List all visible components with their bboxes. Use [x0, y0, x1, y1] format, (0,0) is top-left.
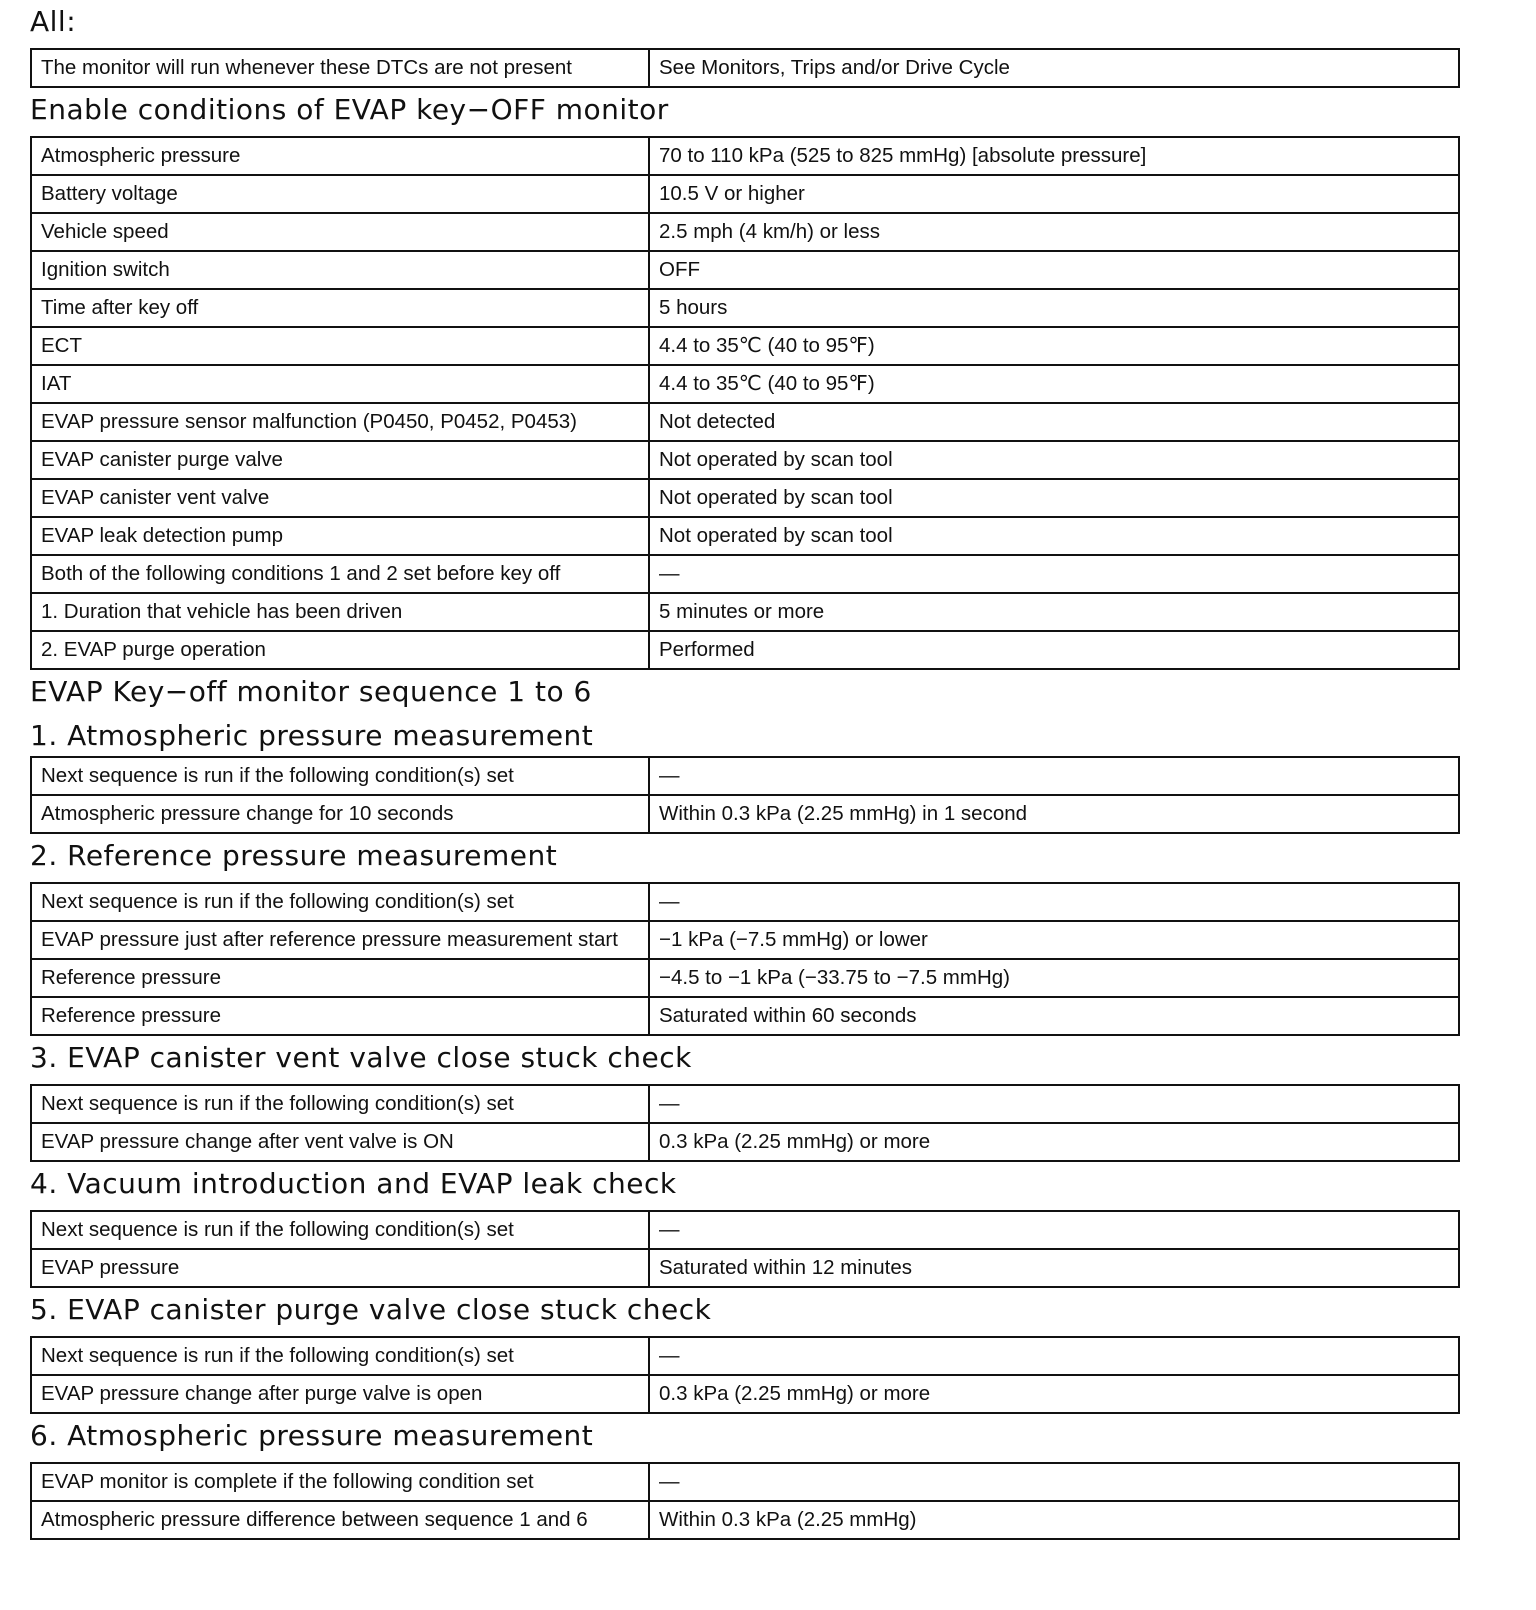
table-row — [31, 479, 1459, 517]
table-row — [31, 1501, 1459, 1539]
condition-label: EVAP pressure change after purge valve is open — [31, 1375, 649, 1413]
condition-label: EVAP pressure — [31, 1249, 649, 1287]
condition-value: Not operated by scan tool — [649, 517, 1459, 555]
document — [30, 0, 1460, 1540]
spec-table — [30, 882, 1460, 1036]
condition-value: 70 to 110 kPa (525 to 825 mmHg) [absolute pressure] — [649, 137, 1459, 175]
condition-value: 5 minutes or more — [649, 593, 1459, 631]
condition-value: See Monitors, Trips and/or Drive Cycle — [649, 49, 1459, 87]
table-row — [31, 1463, 1459, 1501]
spec-table — [30, 136, 1460, 670]
condition-value: — — [649, 1211, 1459, 1249]
condition-value: Performed — [649, 631, 1459, 669]
condition-label: Reference pressure — [31, 997, 649, 1035]
condition-value: OFF — [649, 251, 1459, 289]
table-row — [31, 251, 1459, 289]
table-row — [31, 517, 1459, 555]
spec-table — [30, 1336, 1460, 1414]
condition-value: 4.4 to 35℃ (40 to 95℉) — [649, 365, 1459, 403]
condition-label: IAT — [31, 365, 649, 403]
condition-label: EVAP canister vent valve — [31, 479, 649, 517]
condition-label: Next sequence is run if the following condition(s) set — [31, 1085, 649, 1123]
section-heading: Enable conditions of EVAP key−OFF monitor — [30, 93, 669, 126]
condition-value: Saturated within 12 minutes — [649, 1249, 1459, 1287]
table-row — [31, 1337, 1459, 1375]
spec-table — [30, 1210, 1460, 1288]
table-row — [31, 757, 1459, 795]
condition-value: Within 0.3 kPa (2.25 mmHg) in 1 second — [649, 795, 1459, 833]
table-row — [31, 175, 1459, 213]
section-heading: EVAP Key−off monitor sequence 1 to 6 — [30, 675, 592, 708]
condition-label: Ignition switch — [31, 251, 649, 289]
condition-label: EVAP leak detection pump — [31, 517, 649, 555]
table-row — [31, 289, 1459, 327]
condition-value: — — [649, 555, 1459, 593]
section-heading: 2. Reference pressure measurement — [30, 839, 558, 872]
condition-value: −1 kPa (−7.5 mmHg) or lower — [649, 921, 1459, 959]
condition-value: Within 0.3 kPa (2.25 mmHg) — [649, 1501, 1459, 1539]
condition-value: — — [649, 1337, 1459, 1375]
condition-label: The monitor will run whenever these DTCs are not present — [31, 49, 649, 87]
condition-label: Next sequence is run if the following condition(s) set — [31, 883, 649, 921]
table-row — [31, 1249, 1459, 1287]
condition-value: Not operated by scan tool — [649, 479, 1459, 517]
table-row — [31, 365, 1459, 403]
table-row — [31, 441, 1459, 479]
condition-label: ECT — [31, 327, 649, 365]
table-row — [31, 327, 1459, 365]
spec-table — [30, 756, 1460, 834]
condition-label: 1. Duration that vehicle has been driven — [31, 593, 649, 631]
condition-value: — — [649, 1085, 1459, 1123]
condition-value: Not operated by scan tool — [649, 441, 1459, 479]
condition-label: EVAP pressure sensor malfunction (P0450, P0452, P0453) — [31, 403, 649, 441]
table-row — [31, 555, 1459, 593]
condition-value: 5 hours — [649, 289, 1459, 327]
table-row — [31, 997, 1459, 1035]
condition-value: — — [649, 883, 1459, 921]
table-row — [31, 795, 1459, 833]
condition-label: EVAP canister purge valve — [31, 441, 649, 479]
section-heading: All: — [30, 5, 77, 38]
section-heading: 3. EVAP canister vent valve close stuck check — [30, 1041, 692, 1074]
section-heading: 1. Atmospheric pressure measurement — [30, 719, 594, 752]
condition-value: Saturated within 60 seconds — [649, 997, 1459, 1035]
table-row — [31, 1123, 1459, 1161]
table-row — [31, 959, 1459, 997]
condition-label: Next sequence is run if the following condition(s) set — [31, 757, 649, 795]
condition-label: Atmospheric pressure change for 10 seconds — [31, 795, 649, 833]
table-row — [31, 631, 1459, 669]
table-row — [31, 1211, 1459, 1249]
condition-label: Battery voltage — [31, 175, 649, 213]
condition-label: Atmospheric pressure — [31, 137, 649, 175]
condition-label: EVAP pressure change after vent valve is ON — [31, 1123, 649, 1161]
condition-value: 10.5 V or higher — [649, 175, 1459, 213]
condition-value: 0.3 kPa (2.25 mmHg) or more — [649, 1375, 1459, 1413]
condition-label: Vehicle speed — [31, 213, 649, 251]
condition-value: 0.3 kPa (2.25 mmHg) or more — [649, 1123, 1459, 1161]
condition-value: −4.5 to −1 kPa (−33.75 to −7.5 mmHg) — [649, 959, 1459, 997]
table-row — [31, 213, 1459, 251]
condition-label: Time after key off — [31, 289, 649, 327]
spec-table — [30, 1084, 1460, 1162]
table-row — [31, 1085, 1459, 1123]
table-row — [31, 403, 1459, 441]
condition-value: Not detected — [649, 403, 1459, 441]
condition-label: Both of the following conditions 1 and 2 set before key off — [31, 555, 649, 593]
condition-label: Atmospheric pressure difference between sequence 1 and 6 — [31, 1501, 649, 1539]
table-row — [31, 593, 1459, 631]
condition-value: 4.4 to 35℃ (40 to 95℉) — [649, 327, 1459, 365]
spec-table — [30, 48, 1460, 88]
section-heading: 4. Vacuum introduction and EVAP leak check — [30, 1167, 677, 1200]
table-row — [31, 137, 1459, 175]
spec-table — [30, 1462, 1460, 1540]
condition-value: — — [649, 1463, 1459, 1501]
condition-label: EVAP pressure just after reference pressure measurement start — [31, 921, 649, 959]
condition-label: Next sequence is run if the following condition(s) set — [31, 1337, 649, 1375]
condition-label: Reference pressure — [31, 959, 649, 997]
condition-label: Next sequence is run if the following condition(s) set — [31, 1211, 649, 1249]
condition-label: 2. EVAP purge operation — [31, 631, 649, 669]
section-heading: 6. Atmospheric pressure measurement — [30, 1419, 594, 1452]
table-row — [31, 1375, 1459, 1413]
section-heading: 5. EVAP canister purge valve close stuck check — [30, 1293, 712, 1326]
table-row — [31, 883, 1459, 921]
table-row — [31, 49, 1459, 87]
condition-value: 2.5 mph (4 km/h) or less — [649, 213, 1459, 251]
condition-label: EVAP monitor is complete if the following condition set — [31, 1463, 649, 1501]
table-row — [31, 921, 1459, 959]
condition-value: — — [649, 757, 1459, 795]
